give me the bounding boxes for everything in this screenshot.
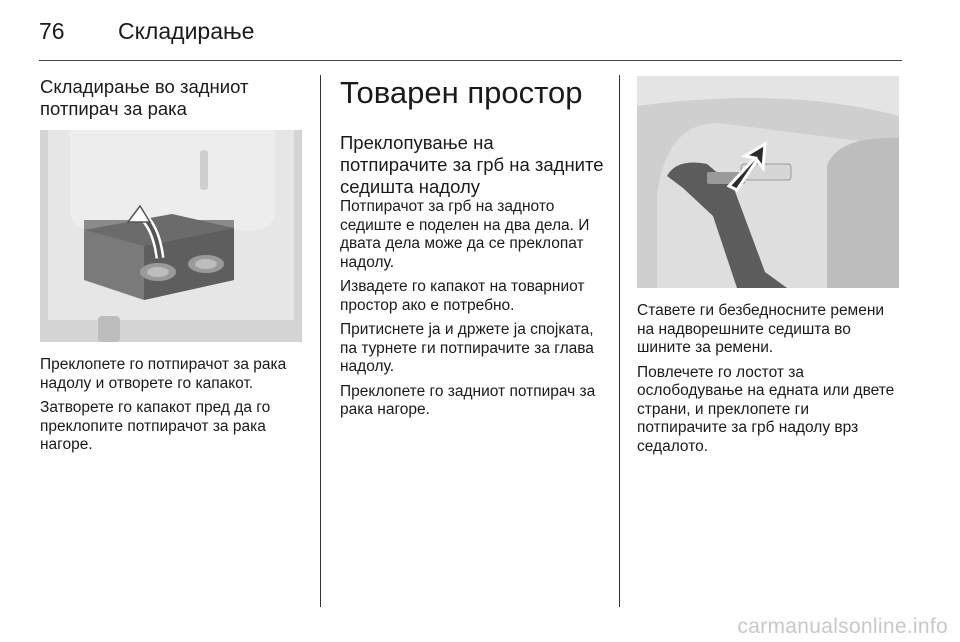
header-rule — [39, 60, 902, 61]
paragraph: Потпирачот за грб на задното седиште е поделен на два дела. И двата дела може да се преклопат надолу. — [340, 198, 590, 271]
paragraph: Извадете го капакот на товарниот простор ако е потребно. — [340, 278, 585, 314]
subheading-fold-rear-backrests: Преклопување на потпирачите за грб на задните седишта надолу — [340, 132, 604, 197]
paragraph: Ставете ги безбедносните ремени на надворешните седишта во шините за ремени. — [637, 302, 885, 356]
column-divider-1 — [320, 75, 321, 607]
page-number: 76 — [39, 18, 65, 44]
column-armrest-storage — [40, 76, 302, 461]
section-title-cargo-space: Товарен простор — [340, 75, 583, 110]
seatbelt-release-illustration — [637, 76, 899, 288]
paragraph: Преклопете го потпирачот за рака надолу и отворете го капакот. — [40, 356, 287, 392]
section-heading-armrest-storage: Складирање во задниот потпирач за рака — [40, 76, 249, 119]
column-cargo-space — [340, 76, 606, 426]
watermark: carmanualsonline.info — [737, 615, 948, 638]
chapter-title: Складирање — [118, 18, 255, 44]
paragraph: Затворете го капакот пред да го преклопите потпирачот за рака нагоре. — [40, 399, 271, 453]
column-divider-2 — [619, 75, 620, 607]
armrest-storage-illustration — [40, 130, 302, 342]
paragraph: Преклопете го задниот потпирач за рака нагоре. — [340, 382, 596, 418]
paragraph: Притиснете ја и држете ја спојката, па турнете ги потпирачите за глава надолу. — [340, 321, 594, 375]
paragraph: Повлечете го лостот за ослободување на едната или двете страни, и преклопете ги потпирачите за грб надолу врз седалото. — [637, 363, 895, 455]
column-seatbelt-instructions — [637, 76, 903, 462]
